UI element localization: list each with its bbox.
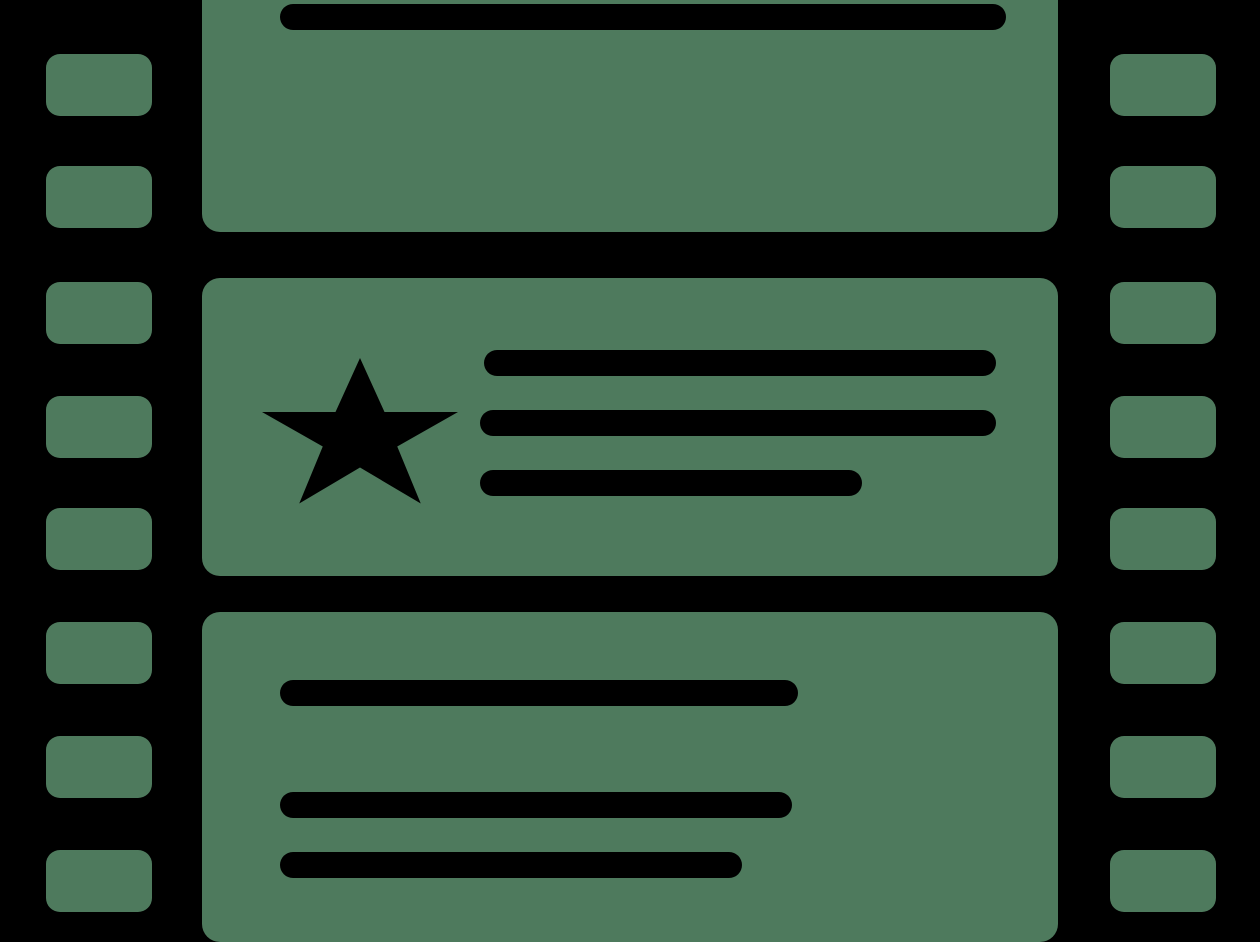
right-sprocket-strip — [1062, 0, 1260, 876]
star-icon — [262, 358, 458, 508]
panel-bottom-text-line-2 — [280, 792, 792, 818]
panel-middle-featured-text-line-3 — [480, 470, 862, 496]
panel-bottom — [202, 612, 1058, 942]
left-perforation-8 — [46, 850, 152, 912]
left-sprocket-strip — [0, 0, 198, 876]
left-perforation-6 — [46, 622, 152, 684]
panel-top-text-line-1 — [280, 4, 1006, 30]
left-perforation-1 — [46, 54, 152, 116]
right-perforation-6 — [1110, 622, 1216, 684]
right-perforation-5 — [1110, 508, 1216, 570]
content-column — [198, 0, 1062, 876]
right-perforation-7 — [1110, 736, 1216, 798]
left-perforation-7 — [46, 736, 152, 798]
panel-top — [202, 0, 1058, 232]
left-perforation-4 — [46, 396, 152, 458]
right-perforation-8 — [1110, 850, 1216, 912]
right-perforation-3 — [1110, 282, 1216, 344]
left-perforation-2 — [46, 166, 152, 228]
panel-bottom-text-line-3 — [280, 852, 742, 878]
right-perforation-2 — [1110, 166, 1216, 228]
left-perforation-5 — [46, 508, 152, 570]
panel-bottom-text-line-1 — [280, 680, 798, 706]
panel-middle-featured — [202, 278, 1058, 576]
right-perforation-1 — [1110, 54, 1216, 116]
left-perforation-3 — [46, 282, 152, 344]
panel-middle-featured-text-line-1 — [484, 350, 996, 376]
panel-middle-featured-text-line-2 — [480, 410, 996, 436]
right-perforation-4 — [1110, 396, 1216, 458]
